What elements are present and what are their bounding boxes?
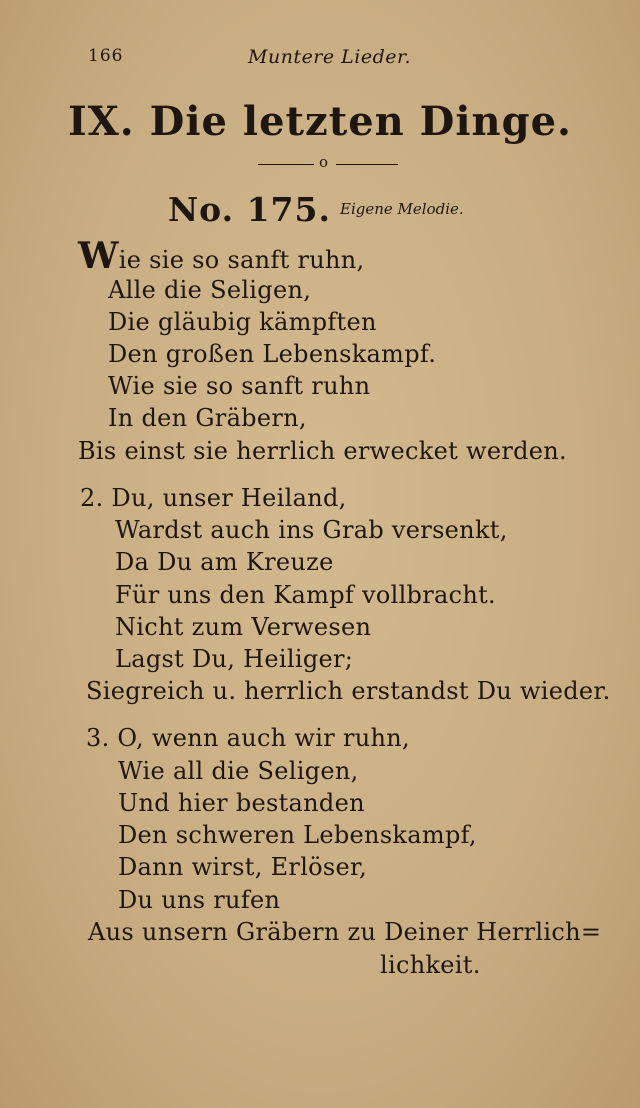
verse-3-line-3: Und hier bestanden xyxy=(118,789,365,817)
verse-2-line-6: Lagst Du, Heiliger; xyxy=(115,645,354,673)
verse-3-line-7: Aus unsern Gräbern zu Deiner Herrlich= xyxy=(88,918,602,946)
running-head: Muntere Lieder. xyxy=(248,46,412,68)
verse-2-line-5: Nicht zum Verwesen xyxy=(115,613,372,641)
verse-1-line-3: Die gläubig kämpften xyxy=(108,308,377,336)
verse-3-line-2: Wie all die Seligen, xyxy=(118,757,359,785)
verse-2-line-7: Siegreich u. herrlich erstandst Du wieder. xyxy=(86,677,611,705)
rule-line-right xyxy=(336,164,398,165)
rule-line-left xyxy=(258,164,314,165)
verse-3-line-6: Du uns rufen xyxy=(118,886,281,914)
verse-1-line-7: Bis einst sie herrlich erwecket werden. xyxy=(78,437,567,465)
verse-1-line-6: In den Gräbern, xyxy=(108,404,307,432)
page-number: 166 xyxy=(88,46,124,66)
verse-1-line-1-text: ie sie so sanft ruhn, xyxy=(118,246,365,274)
verse-3-line-1: 3. O, wenn auch wir ruhn, xyxy=(86,724,410,752)
verse-3-line-5: Dann wirst, Erlöser, xyxy=(118,853,368,881)
ornamental-rule xyxy=(258,152,398,172)
verse-1-line-5: Wie sie so sanft ruhn xyxy=(108,372,371,400)
verse-2-line-3: Da Du am Kreuze xyxy=(115,548,334,576)
chapter-title: IX. Die letzten Dinge. xyxy=(68,98,572,145)
melody-note: Eigene Melodie. xyxy=(340,200,464,218)
rule-ornament: o xyxy=(319,153,329,171)
verse-2-line-1: 2. Du, unser Heiland, xyxy=(80,484,347,512)
verse-3-line-8: lichkeit. xyxy=(380,951,481,979)
hymn-number: No. 175. xyxy=(168,190,331,229)
drop-cap: W xyxy=(78,235,119,277)
verse-1-line-4: Den großen Lebenskampf. xyxy=(108,340,437,368)
verse-2-line-2: Wardst auch ins Grab versenkt, xyxy=(115,516,508,544)
verse-1-line-2: Alle die Seligen, xyxy=(108,276,312,304)
verse-3-line-4: Den schweren Lebenskampf, xyxy=(118,821,477,849)
verse-2-line-4: Für uns den Kampf vollbracht. xyxy=(115,581,496,609)
verse-1-line-1 xyxy=(78,235,365,277)
